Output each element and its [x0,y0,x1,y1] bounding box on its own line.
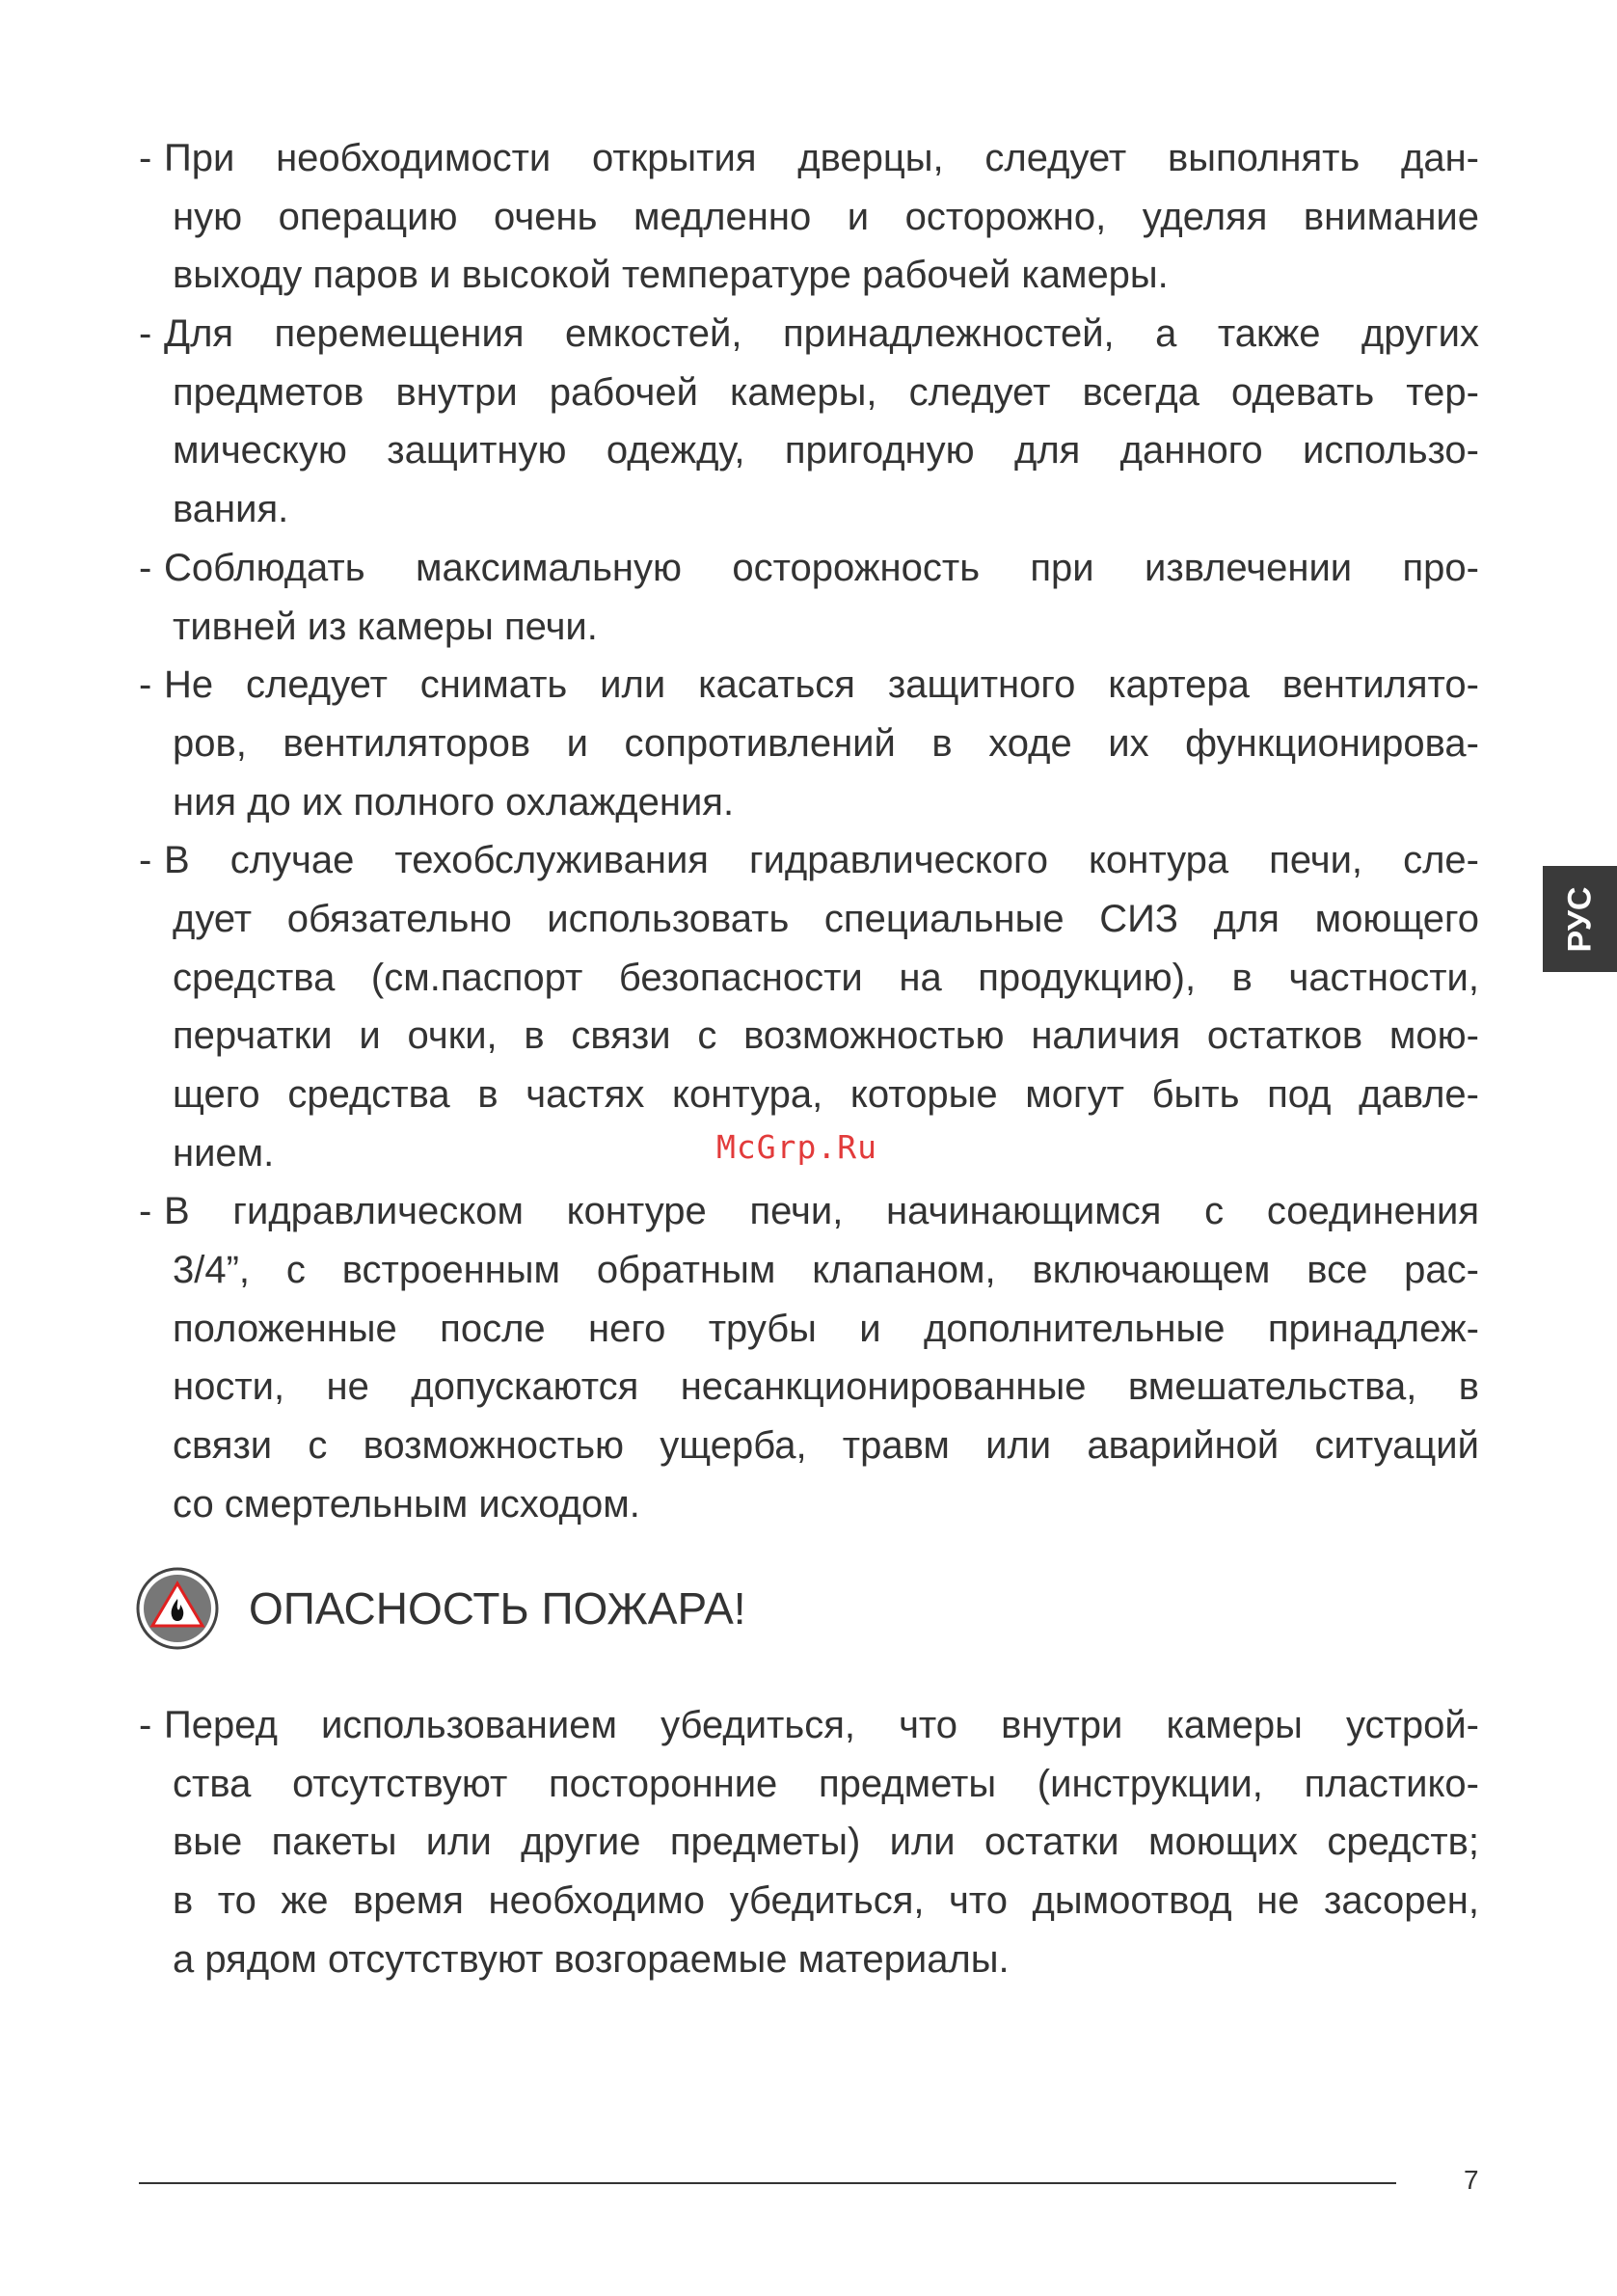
line-text: а рядом отсутствуют возгораемые материалы. [173,1937,1010,1981]
line-text: щего средства в частях контура, которые могут быть под давле- [173,1073,1479,1116]
text-line [139,1696,1479,1755]
text-line [139,1475,1479,1534]
line-text: Перед использованием убедиться, что внутри камеры устрой- [164,1704,1479,1746]
line-text: средства (см.паспорт безопасности на продукцию), в частности, [173,956,1479,999]
text-line [139,831,1479,890]
page-number: 7 [1464,2165,1479,2195]
text-line [139,1931,1479,1989]
line-text: В случае техобслуживания гидравлического контура печи, сле- [164,839,1479,882]
text-line [139,129,1479,188]
text-line [139,1755,1479,1814]
bullet-dash: - [139,546,152,589]
text-line [139,480,1479,539]
line-text: ности, не допускаются несанкционированные вмешательства, в [173,1365,1479,1409]
text-line [139,949,1479,1008]
bullet-dash: - [139,839,152,882]
footer-divider [139,2182,1396,2184]
text-line [139,1300,1479,1359]
text-line [139,1358,1479,1417]
text-line [139,773,1479,832]
heading-text: ОПАСНОСТЬ ПОЖАРА! [249,1583,746,1634]
text-line [139,1417,1479,1475]
line-text: Соблюдать максимальную осторожность при извлечении про- [164,546,1479,589]
line-text: вания. [173,488,289,531]
text-line [139,715,1479,773]
line-text: Не следует снимать или касаться защитного картера вентилято- [164,663,1479,707]
line-text: в то же время необходимо убедиться, что дымоотвод не засорен, [173,1879,1479,1923]
bullet-dash: - [139,1704,152,1746]
safety-list [139,129,1479,1534]
list-item [139,656,1479,831]
text-line [139,890,1479,949]
line-text: со смертельным исходом. [173,1482,640,1526]
language-tab-label: РУС [1561,886,1598,952]
text-line [139,1007,1479,1066]
fire-hazard-warning-icon [135,1566,220,1651]
line-text: ров, вентиляторов и сопротивлений в ходе их функционирова- [173,721,1479,765]
text-line [139,421,1479,480]
text-line [139,364,1479,422]
list-item [139,539,1479,656]
fire-safety-list [139,1696,1479,1988]
watermark: McGrp.Ru [716,1128,877,1166]
line-text: мическую защитную одежду, пригодную для данного использо- [173,429,1479,473]
line-text: ную операцию очень медленно и осторожно, уделяя внимание [173,195,1479,238]
line-text: При необходимости открытия дверцы, следует выполнять дан- [164,137,1479,179]
line-text: Для перемещения емкостей, принадлежностей, а также других [164,312,1479,356]
text-line [139,1813,1479,1872]
bullet-dash: - [139,137,152,179]
text-line [139,1872,1479,1931]
line-text: выходу паров и высокой температуре рабочей камеры. [173,254,1169,297]
line-text: В гидравлическом контуре печи, начинающимся с соединения [164,1190,1479,1233]
list-item [139,1696,1479,1988]
line-text: связи с возможностью ущерба, травм или аварийной ситуаций [173,1424,1479,1468]
text-line [139,246,1479,305]
list-item [139,305,1479,539]
text-line [139,305,1479,364]
text-line [139,656,1479,715]
line-text: перчатки и очки, в связи с возможностью наличия остатков мою- [173,1014,1479,1058]
line-text: тивней из камеры печи. [173,605,598,648]
text-line [139,1182,1479,1241]
line-text: предметов внутри рабочей камеры, следует всегда одевать тер- [173,370,1479,414]
text-line [139,539,1479,598]
text-line [139,598,1479,657]
line-text: нием. [173,1131,275,1175]
bullet-dash: - [139,312,152,356]
bullet-dash: - [139,663,152,707]
line-text: положенные после него трубы и дополнительные принадлеж- [173,1307,1479,1350]
language-tab [1543,866,1617,972]
line-text: 3/4”, с встроенным обратным клапаном, включающем все рас- [173,1249,1479,1292]
line-text: вые пакеты или другие предметы) или остатки моющих средств; [173,1821,1479,1864]
list-item [139,1182,1479,1533]
fire-hazard-heading [135,1566,746,1651]
bullet-dash: - [139,1190,152,1233]
text-line [139,1066,1479,1124]
list-item [139,129,1479,305]
text-line [139,188,1479,247]
line-text: ния до их полного охлаждения. [173,780,735,824]
line-text: дует обязательно использовать специальные СИЗ для моющего [173,897,1479,940]
text-line [139,1241,1479,1300]
line-text: ства отсутствуют посторонние предметы (инструкции, пластико- [173,1762,1479,1805]
